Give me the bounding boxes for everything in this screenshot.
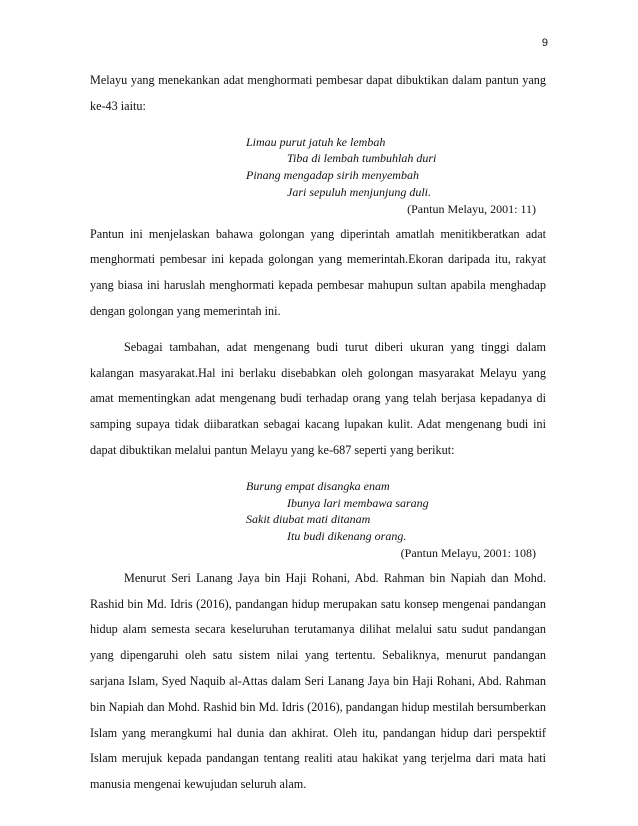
pantun-line: Limau purut jatuh ke lembah bbox=[246, 134, 386, 149]
paragraph-1: Pantun ini menjelaskan bahawa golongan yang diperintah amatlah menitikberatkan adat menghormati pembesar ini kepada golongan yang memerintah.Ekoran daripada itu, rakyat yang biasa ini haruslah menghormati kepada pembesar mahupun sultan apabila menghadap dengan golongan yang memerintah ini. bbox=[90, 226, 546, 318]
pantun-line: Tiba di lembah tumbuhlah duri bbox=[287, 151, 437, 166]
paragraph-2: Sebagai tambahan, adat mengenang budi turut diberi ukuran yang tinggi dalam kalangan masyarakat.Hal ini berlaku disebabkan oleh golongan masyarakat Melayu yang amat mementingkan adat mengenang budi terhadap orang yang telah berjasa kepadanya di samping supaya tidak diibaratkan sebagai kacang lupakan kulit. Adat mengenang budi ini dapat dibuktikan melalui pantun Melayu yang ke-687 seperti yang berikut: bbox=[90, 339, 546, 457]
pantun-line: Ibunya lari membawa sarang bbox=[287, 495, 429, 510]
pantun-citation-1: (Pantun Melayu, 2001: 11) bbox=[407, 201, 536, 216]
pantun-line: Itu budi dikenang orang. bbox=[287, 529, 407, 544]
pantun-line: Burung empat disangka enam bbox=[246, 478, 390, 493]
pantun-verse-1 bbox=[90, 134, 546, 201]
page-body bbox=[90, 68, 546, 798]
intro-paragraph: Melayu yang menekankan adat menghormati pembesar dapat dibuktikan dalam pantun yang ke-43 iaitu: bbox=[90, 73, 546, 113]
pantun-citation-2: (Pantun Melayu, 2001: 108) bbox=[400, 545, 536, 560]
pantun-line: Pinang mengadap sirih menyembah bbox=[246, 168, 419, 183]
pantun-verse-2 bbox=[90, 478, 546, 545]
pantun-line: Sakit diubat mati ditanam bbox=[246, 512, 371, 527]
paragraph-3: Menurut Seri Lanang Jaya bin Haji Rohani, Abd. Rahman bin Napiah dan Mohd. Rashid bin Md. Idris (2016), pandangan hidup merupakan satu konsep mengenai pandangan hidup alam semesta secara keseluruhan terutamanya dilihat melalui satu sudut pandangan yang dipengaruhi oleh satu sistem nilai yang tertentu. Sebaliknya, menurut pandangan sarjana Islam, Syed Naquib al-Attas dalam Seri Lanang Jaya bin Haji Rohani, Abd. Rahman bin Napiah dan Mohd. Rashid bin Md. Idris (2016), pandangan hidup mestilah bersumberkan Islam yang merangkumi hal dunia dan akhirat. Oleh itu, pandangan hidup dari perspektif Islam merujuk kepada pandangan tentang realiti atau hakikat yang terjelma dari mata hati manusia mengenai kewujudan seluruh alam. bbox=[90, 570, 546, 792]
page-number: 9 bbox=[541, 37, 548, 49]
pantun-line: Jari sepuluh menjunjung duli. bbox=[287, 184, 431, 199]
